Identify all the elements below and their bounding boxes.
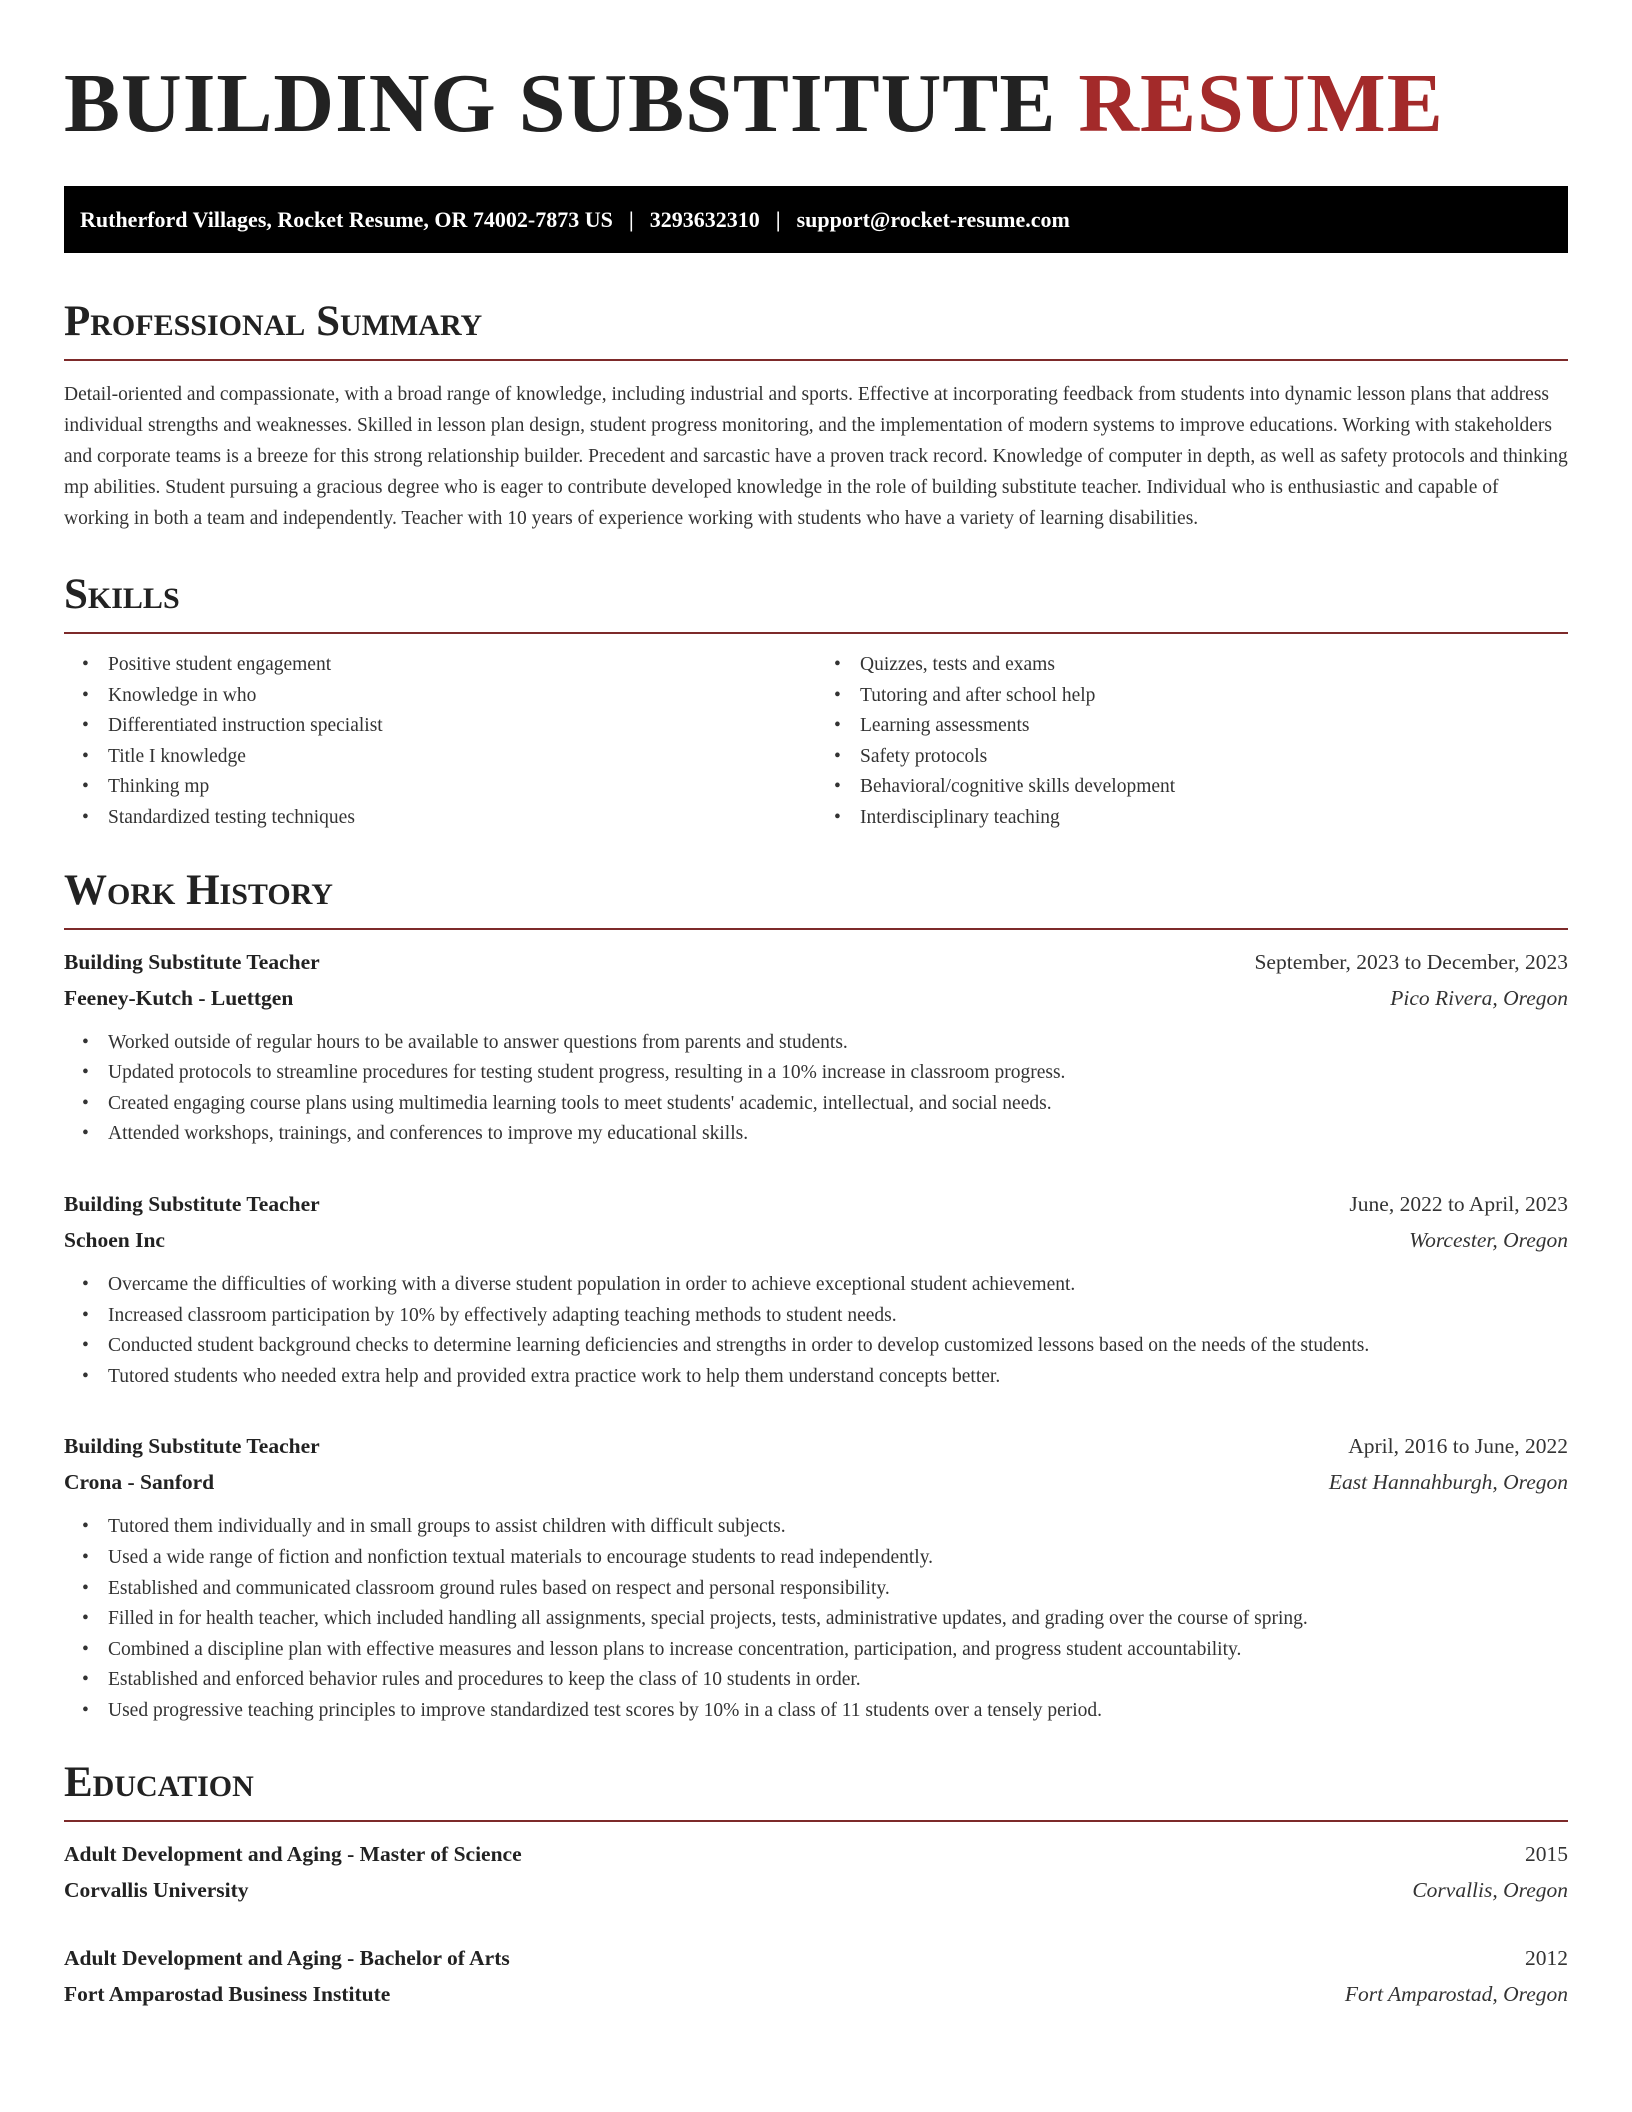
skills-heading: Skills: [64, 570, 1568, 634]
skill-item: • Knowledge in who: [108, 681, 816, 712]
job-company: Feeney-Kutch - Luettgen: [64, 985, 294, 1010]
education-degree-row: [64, 1836, 1568, 1872]
job-company-row: [64, 980, 1568, 1016]
education-entry: [64, 1940, 1568, 2012]
job-bullet: • Used a wide range of fiction and nonfiction textual materials to encourage students to read independently.: [108, 1543, 1568, 1574]
education-degree: Adult Development and Aging - Master of Science: [64, 1842, 522, 1867]
skills-section: [64, 570, 1568, 834]
skill-item: • Differentiated instruction specialist: [108, 711, 816, 742]
resume-title: [64, 56, 1568, 152]
job-entry: [64, 1186, 1568, 1392]
contact-phone: 3293632310: [649, 206, 760, 232]
job-company-row: [64, 1222, 1568, 1258]
job-bullets: [64, 1028, 1568, 1150]
skills-column-right: [816, 650, 1568, 834]
education-year: 2015: [1525, 1842, 1568, 1867]
contact-separator: |: [628, 206, 634, 232]
education-location: Corvallis, Oregon: [1412, 1878, 1568, 1903]
skill-item: • Thinking mp: [108, 772, 816, 803]
job-entry: [64, 944, 1568, 1150]
education-school-row: [64, 1872, 1568, 1908]
skill-item: • Standardized testing techniques: [108, 803, 816, 834]
contact-bar: [64, 186, 1568, 253]
skill-item: • Tutoring and after school help: [860, 681, 1568, 712]
job-bullet: • Tutored students who needed extra help and provided extra practice work to help them understand concepts better.: [108, 1362, 1568, 1393]
contact-address: Rutherford Villages, Rocket Resume, OR 74002-7873 US: [80, 206, 613, 232]
education-location: Fort Amparostad, Oregon: [1344, 1982, 1568, 2007]
job-bullet: • Tutored them individually and in small groups to assist children with difficult subjects.: [108, 1512, 1568, 1543]
work-history-section: [64, 866, 1568, 1727]
education-heading: Education: [64, 1758, 1568, 1822]
job-entry: [64, 1428, 1568, 1726]
job-bullet: • Conducted student background checks to determine learning deficiencies and strengths in order to develop customized lessons based on the needs of the students.: [108, 1331, 1568, 1362]
title-main: BUILDING SUBSTITUTE: [64, 57, 1057, 150]
skill-item: • Safety protocols: [860, 742, 1568, 773]
job-title: Building Substitute Teacher: [64, 1191, 320, 1216]
job-bullet: • Attended workshops, trainings, and conferences to improve my educational skills.: [108, 1119, 1568, 1150]
job-header-row: [64, 944, 1568, 980]
skill-item: • Quizzes, tests and exams: [860, 650, 1568, 681]
job-dates: April, 2016 to June, 2022: [1348, 1434, 1568, 1459]
skill-item: • Learning assessments: [860, 711, 1568, 742]
job-bullet: • Established and enforced behavior rules and procedures to keep the class of 10 students in order.: [108, 1665, 1568, 1696]
job-bullet: • Filled in for health teacher, which included handling all assignments, special projects, tests, administrative updates, and grading over the course of spring.: [108, 1604, 1568, 1635]
contact-email: support@rocket-resume.com: [796, 206, 1070, 232]
skill-item: • Behavioral/cognitive skills development: [860, 772, 1568, 803]
skills-column-left: [64, 650, 816, 834]
job-bullet: • Overcame the difficulties of working with a diverse student population in order to achieve exceptional student achievement.: [108, 1270, 1568, 1301]
education-degree: Adult Development and Aging - Bachelor of Arts: [64, 1946, 510, 1971]
summary-section: [64, 297, 1568, 534]
contact-separator: |: [775, 206, 781, 232]
education-section: [64, 1758, 1568, 2012]
title-accent: RESUME: [1078, 57, 1444, 150]
job-title: Building Substitute Teacher: [64, 1434, 320, 1459]
education-degree-row: [64, 1940, 1568, 1976]
job-bullets: [64, 1512, 1568, 1726]
job-location: Pico Rivera, Oregon: [1390, 985, 1568, 1010]
job-bullet: • Established and communicated classroom ground rules based on respect and personal responsibility.: [108, 1574, 1568, 1605]
job-location: East Hannahburgh, Oregon: [1328, 1470, 1568, 1495]
job-header-row: [64, 1428, 1568, 1464]
job-bullets: [64, 1270, 1568, 1392]
skill-item: • Title I knowledge: [108, 742, 816, 773]
job-bullet: • Used progressive teaching principles to improve standardized test scores by 10% in a class of 11 students over a tensely period.: [108, 1696, 1568, 1727]
job-location: Worcester, Oregon: [1409, 1227, 1568, 1252]
job-bullet: • Combined a discipline plan with effective measures and lesson plans to increase concentration, participation, and progress student accountability.: [108, 1635, 1568, 1666]
job-bullet: • Created engaging course plans using multimedia learning tools to meet students' academic, intellectual, and social needs.: [108, 1089, 1568, 1120]
skill-item: • Positive student engagement: [108, 650, 816, 681]
summary-text: Detail-oriented and compassionate, with a broad range of knowledge, including industrial and sports. Effective at incorporating feedback from students into dynamic lesson plans that address individual strengths and weaknesses. Skilled in lesson plan design, student progress monitoring, and the implementation of modern systems to improve educations. Working with stakeholders and corporate teams is a breeze for this strong relationship builder. Precedent and sarcastic have a proven track record. Knowledge of computer in depth, as well as safety protocols and thinking mp abilities. Student pursuing a gracious degree who is eager to contribute developed knowledge in the role of building substitute teacher. Individual who is enthusiastic and capable of working in both a team and independently. Teacher with 10 years of experience working with students who have a variety of learning disabilities.: [64, 384, 1568, 529]
education-entry: [64, 1836, 1568, 1908]
job-title: Building Substitute Teacher: [64, 949, 320, 974]
job-dates: June, 2022 to April, 2023: [1349, 1191, 1568, 1216]
job-company: Crona - Sanford: [64, 1470, 215, 1495]
job-dates: September, 2023 to December, 2023: [1254, 949, 1568, 974]
skill-item: • Interdisciplinary teaching: [860, 803, 1568, 834]
job-bullet: • Updated protocols to streamline procedures for testing student progress, resulting in a 10% increase in classroom progress.: [108, 1058, 1568, 1089]
job-bullet: • Increased classroom participation by 10% by effectively adapting teaching methods to student needs.: [108, 1301, 1568, 1332]
summary-heading: Professional Summary: [64, 297, 1568, 361]
job-company: Schoen Inc: [64, 1227, 165, 1252]
job-company-row: [64, 1464, 1568, 1500]
job-header-row: [64, 1186, 1568, 1222]
work-history-heading: Work History: [64, 866, 1568, 930]
education-school: Fort Amparostad Business Institute: [64, 1982, 391, 2007]
job-bullet: • Worked outside of regular hours to be available to answer questions from parents and students.: [108, 1028, 1568, 1059]
education-year: 2012: [1525, 1946, 1568, 1971]
skills-grid: [64, 650, 1568, 834]
education-school: Corvallis University: [64, 1878, 249, 1903]
education-school-row: [64, 1976, 1568, 2012]
